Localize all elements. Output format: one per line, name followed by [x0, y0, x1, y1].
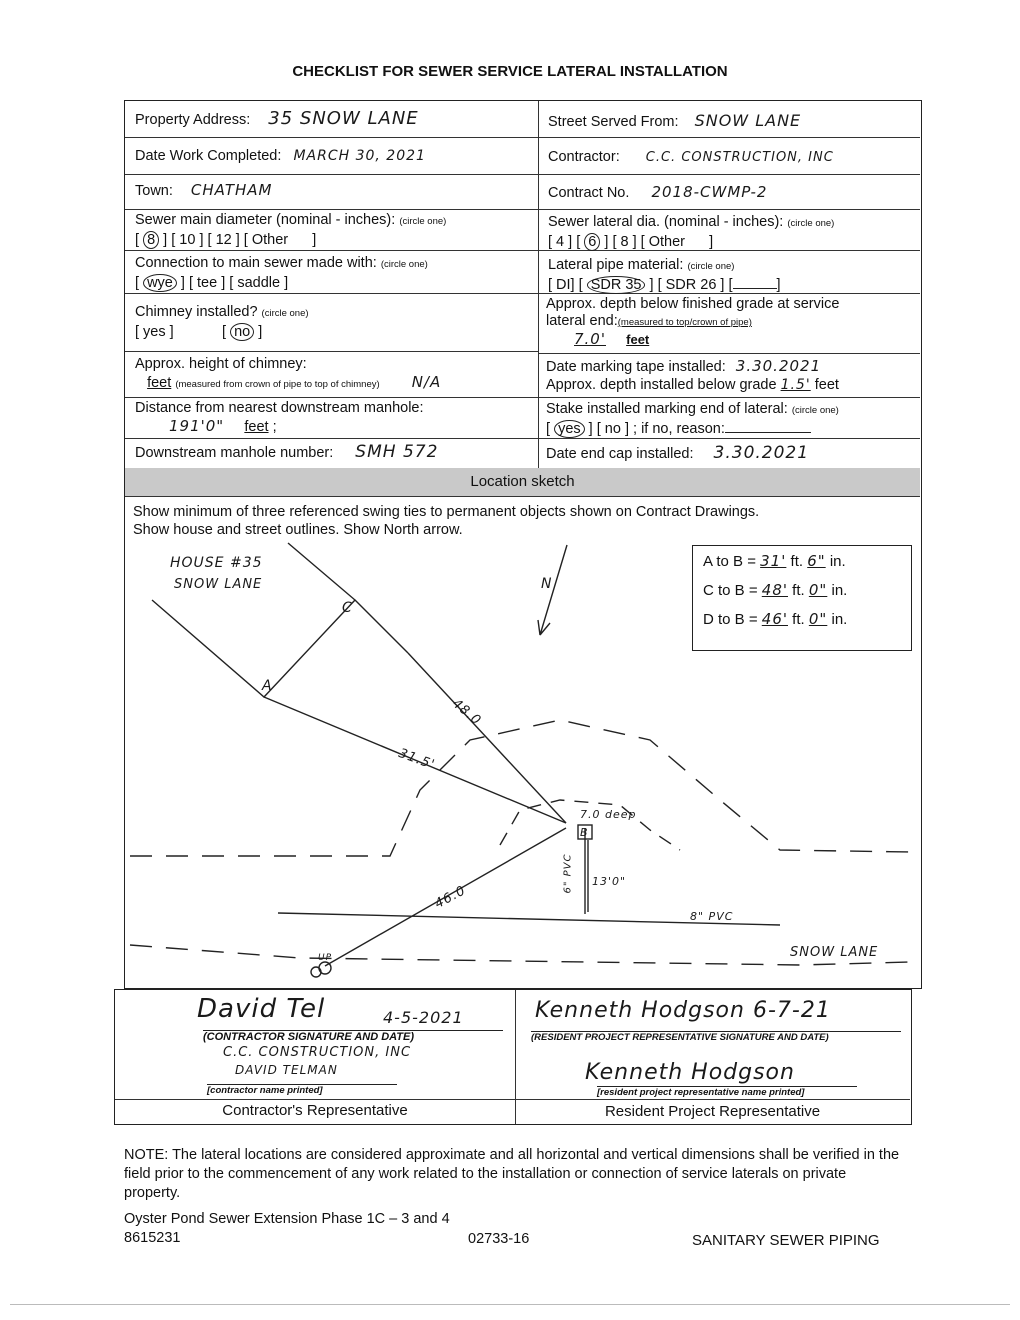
bracket: ] — [312, 232, 317, 248]
contractor-value[interactable]: C.C. CONSTRUCTION, INC — [645, 150, 834, 165]
pipe-option-sdr26[interactable]: [ SDR 26 ] [ — [657, 277, 733, 293]
stake-option-yes[interactable]: yes — [554, 420, 585, 438]
signature-footer-line — [115, 1099, 910, 1100]
tie-c-inches[interactable]: 0" — [808, 581, 828, 599]
connection-option-saddle[interactable]: [ saddle ] — [229, 275, 289, 291]
tie-a-row — [703, 552, 901, 581]
house-street-label: SNOW LANE — [174, 577, 263, 592]
sewer-main-label: Sewer main diameter (nominal - inches): — [135, 212, 396, 228]
north-label: N — [541, 576, 553, 592]
semicolon: ; — [272, 419, 277, 435]
footer-number: 8615231 — [124, 1230, 181, 1246]
resident-signature[interactable]: Kenneth Hodgson 6-7-21 — [535, 998, 831, 1023]
chimney-height-value[interactable]: N/A — [411, 373, 442, 391]
circle-one-note: (circle one) — [791, 405, 839, 416]
point-c-label: C — [342, 600, 353, 616]
tie-c-label: C to B = — [703, 582, 758, 599]
manhole-number-value[interactable]: SMH 572 — [355, 442, 439, 462]
signature-section — [114, 989, 912, 1125]
ft-unit: ft. — [792, 611, 805, 628]
date-completed-value[interactable]: MARCH 30, 2021 — [293, 148, 426, 164]
chimney-option-no[interactable]: no — [230, 323, 254, 341]
circle-one-note: (circle one) — [261, 308, 309, 319]
swing-ties-box — [692, 545, 912, 651]
sewer-main-option-other[interactable]: [ Other — [243, 232, 289, 248]
depth-annotation: 7.0 deep — [580, 808, 637, 821]
main-pipe-label: 8" PVC — [690, 910, 734, 923]
contractor-signature-date[interactable]: 4-5-2021 — [383, 1008, 464, 1027]
chimney-label: Chimney installed? — [135, 304, 258, 320]
resident-signature-label: (RESIDENT PROJECT REPRESENTATIVE SIGNATURE AND DATE) — [531, 1031, 901, 1043]
in-unit: in. — [831, 582, 848, 599]
tie-d-row — [703, 610, 901, 639]
location-sketch-header: Location sketch — [125, 468, 920, 496]
end-cap-label: Date end cap installed: — [546, 446, 694, 462]
in-unit: in. — [831, 611, 848, 628]
contract-no-label: Contract No. — [548, 185, 630, 201]
utility-pole-label: UP — [318, 953, 333, 963]
pipe-material-field: Lateral pipe material: (circle one) [ DI] [ SDR 35 ] [ SDR 26 ] [ ] — [548, 257, 781, 293]
point-a-label: A — [262, 678, 273, 694]
chimney-height-note: (measured from crown of pipe to top of chimney) — [175, 379, 380, 390]
tie-d-label: D to B = — [703, 611, 758, 628]
stake-label: Stake installed marking end of lateral: — [546, 401, 788, 417]
tie-a-label: A to B = — [703, 553, 756, 570]
contractor-name-label: [contractor name printed] — [207, 1084, 397, 1096]
tie-c-row — [703, 581, 901, 610]
resident-name-label: [resident project representative name printed] — [597, 1086, 857, 1098]
lateral-dia-label: Sewer lateral dia. (nominal - inches): — [548, 214, 784, 230]
depth-service-note: (measured to top/crown of pipe) — [617, 317, 752, 328]
ft-unit: ft. — [792, 582, 805, 599]
page-bottom-line — [10, 1304, 1010, 1305]
sewer-main-field: Sewer main diameter (nominal - inches): (circle one) [ 8 ] [ 10 ] [ 12 ] [ Other ] — [135, 212, 447, 248]
footer-section: 02733-16 — [468, 1231, 530, 1247]
distance-manhole-unit: feet — [244, 419, 269, 435]
chimney-field: Chimney installed? (circle one) [ yes ] [ no ] — [135, 304, 309, 340]
contract-no-value[interactable]: 2018-CWMP-2 — [651, 183, 768, 201]
resident-representative-label: Resident Project Representative — [604, 1103, 821, 1120]
connection-label: Connection to main sewer made with: — [135, 255, 377, 271]
town-value[interactable]: CHATHAM — [190, 181, 273, 199]
depth-service-unit: feet — [626, 332, 650, 347]
circle-one-note: (circle one) — [687, 261, 735, 272]
manhole-number-label: Downstream manhole number: — [135, 445, 334, 461]
contractor-printed-name[interactable]: DAVID TELMAN — [235, 1063, 338, 1077]
street-label: SNOW LANE — [790, 945, 879, 960]
tape-depth-unit: feet — [814, 377, 839, 393]
lateral-length-label: 13'0" — [592, 875, 627, 888]
chimney-option-yes[interactable]: [ yes ] — [135, 324, 174, 340]
property-address-label: Property Address: — [135, 112, 251, 128]
tie-a-feet[interactable]: 31' — [760, 552, 787, 570]
lateral-dia-field: Sewer lateral dia. (nominal - inches): (circle one) [ 4 ] [ 6 ] [ 8 ] [ Other ] — [548, 214, 835, 250]
distance-manhole-value[interactable]: 191'0" — [169, 417, 225, 435]
contractor-representative-label: Contractor's Representative — [222, 1102, 408, 1119]
tie-a-distance: 31.5' — [396, 746, 437, 773]
circle-one-note: (circle one) — [787, 218, 835, 229]
stake-field: Stake installed marking end of lateral: (circle one) [ yes ] [ no ] ; if no, reason: — [546, 401, 839, 437]
pipe-option-sdr35[interactable]: SDR 35 — [587, 276, 646, 294]
end-cap-value[interactable]: 3.30.2021 — [713, 443, 810, 463]
footer-project: Oyster Pond Sewer Extension Phase 1C – 3 and 4 — [124, 1211, 450, 1227]
depth-service-label: Approx. depth below finished grade at service — [546, 296, 840, 312]
stake-option-no[interactable]: [ no ] ; if no, reason: — [596, 421, 725, 437]
resident-printed-name[interactable]: Kenneth Hodgson — [585, 1060, 795, 1085]
chimney-height-label: Approx. height of chimney: — [135, 356, 307, 372]
connection-field: Connection to main sewer made with: (circle one) [ wye ] [ tee ] [ saddle ] — [135, 255, 428, 291]
chimney-height-unit: feet — [147, 375, 172, 391]
tie-c-feet[interactable]: 48' — [761, 581, 788, 599]
circle-one-note: (circle one) — [380, 259, 428, 270]
lateral-option-4[interactable]: [ 4 ] — [548, 234, 573, 250]
town-label: Town: — [135, 183, 173, 199]
depth-service-value[interactable]: 7.0' — [574, 330, 606, 348]
lateral-pipe-label: 6" PVC — [562, 853, 574, 894]
tie-d-inches[interactable]: 0" — [808, 610, 828, 628]
contractor-signature-label: (CONTRACTOR SIGNATURE AND DATE) — [203, 1030, 503, 1043]
pipe-material-label: Lateral pipe material: — [548, 257, 684, 273]
distance-manhole-label: Distance from nearest downstream manhole: — [135, 400, 424, 416]
tie-d-distance: 46.0 — [432, 883, 469, 912]
connection-option-tee[interactable]: [ tee ] — [188, 275, 226, 291]
depth-service-label2: lateral end: — [546, 313, 618, 329]
tape-date-label: Date marking tape installed: — [546, 359, 726, 375]
property-address-value[interactable]: 35 SNOW LANE — [268, 108, 419, 129]
sewer-main-option-8[interactable]: 8 — [143, 231, 159, 249]
street-served-label: Street Served From: — [548, 114, 679, 130]
lateral-option-8[interactable]: 8 ] — [620, 234, 637, 250]
in-unit: in. — [829, 553, 846, 570]
tie-d-feet[interactable]: 46' — [761, 610, 788, 628]
sketch-instruction-1: Show minimum of three referenced swing ties to permanent objects shown on Contract Drawings. — [133, 504, 760, 520]
tie-c-distance: 48.0 — [449, 696, 484, 729]
house-label: HOUSE #35 — [170, 555, 263, 571]
tape-date-value[interactable]: 3.30.2021 — [735, 357, 822, 375]
bracket: ] — [776, 277, 781, 293]
tape-depth-value[interactable]: 1.5' — [780, 377, 811, 393]
lateral-option-6[interactable]: 6 — [584, 233, 600, 251]
house-driveway-outline — [130, 720, 910, 856]
tape-depth-label: Approx. depth installed below grade — [546, 377, 777, 393]
point-b-label: B — [580, 826, 589, 839]
form-title: CHECKLIST FOR SEWER SERVICE LATERAL INSTALLATION — [292, 63, 728, 80]
date-completed-label: Date Work Completed: — [135, 148, 282, 164]
ft-unit: ft. — [790, 553, 804, 570]
note-paragraph: NOTE: The lateral locations are considered approximate and all horizontal and vertical dimensions shall be verified in the field prior to the commencement of any work related to the installation or connection of service laterals on private property. — [124, 1147, 900, 1201]
bracket: ] — [709, 234, 714, 250]
tie-c-line — [408, 653, 566, 823]
contractor-label: Contractor: — [548, 149, 620, 165]
footer-category: SANITARY SEWER PIPING — [692, 1232, 880, 1249]
sketch-instruction-2: Show house and street outlines. Show North arrow. — [133, 522, 463, 538]
contractor-signature[interactable]: David Tel — [197, 994, 326, 1024]
lateral-option-other[interactable]: [ Other — [640, 234, 685, 250]
pipe-option-di[interactable]: [ DI] — [548, 277, 575, 293]
sewer-main-option-12[interactable]: [ 12 ] — [207, 232, 240, 248]
sewer-main-option-10[interactable]: [ 10 ] — [171, 232, 204, 248]
contractor-company-name[interactable]: C.C. CONSTRUCTION, INC — [223, 1045, 412, 1060]
street-served-value[interactable]: SNOW LANE — [694, 111, 802, 130]
circle-one-note: (circle one) — [399, 216, 447, 227]
connection-option-wye[interactable]: wye — [143, 274, 177, 292]
tie-a-inches[interactable]: 6" — [807, 552, 826, 570]
